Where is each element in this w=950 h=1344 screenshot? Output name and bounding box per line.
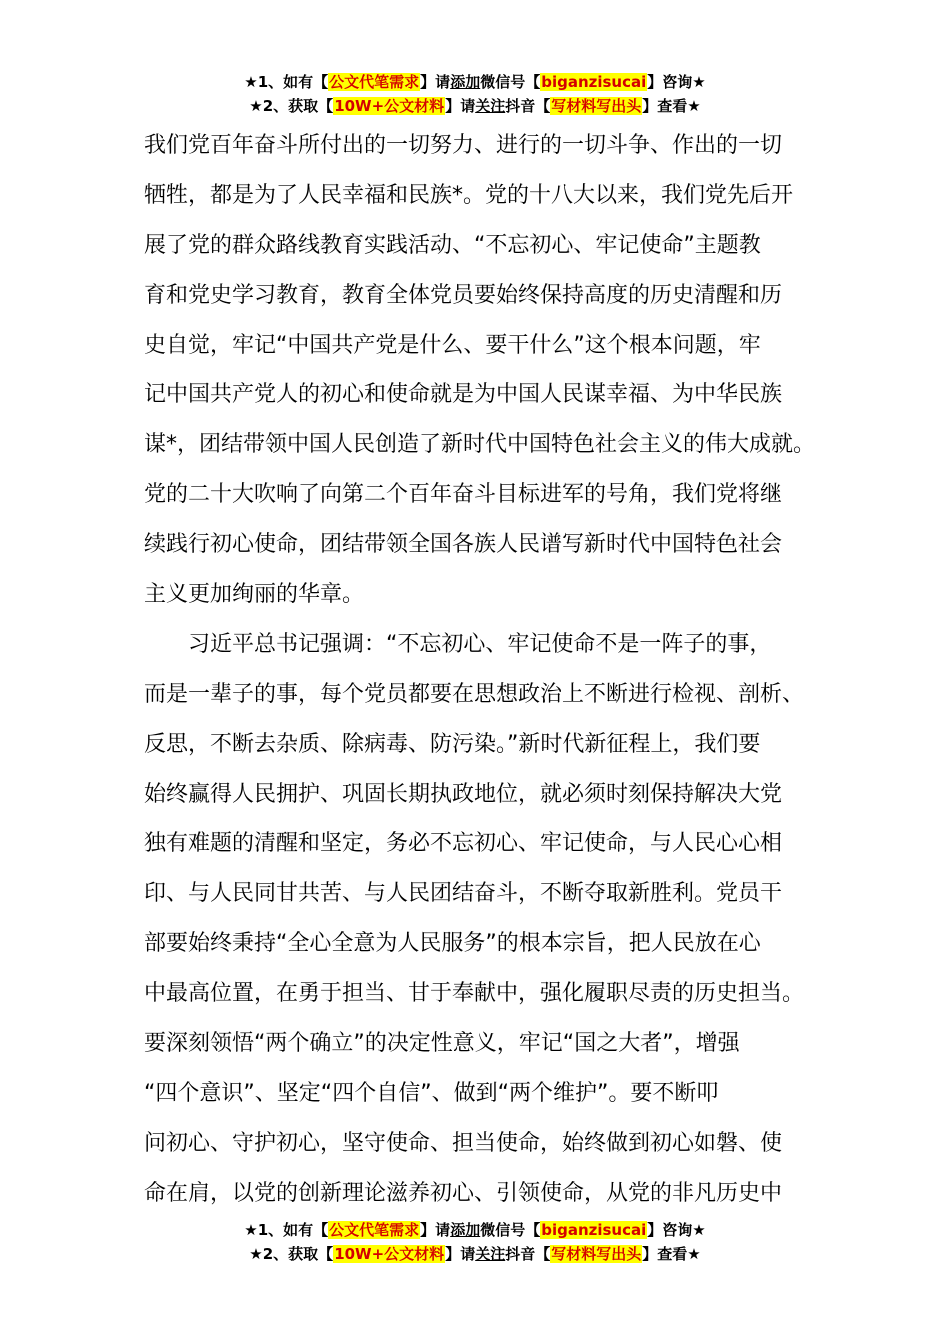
banner-text: 】咨询★ <box>647 73 706 91</box>
text-line: 印、与人民同甘共苦、与人民团结奋斗，不断夺取新胜利。党员干 <box>144 881 783 907</box>
text-line: 而是一辈子的事，每个党员都要在思想政治上不断进行检视、剖析、 <box>144 681 805 707</box>
banner-text: 微信号【 <box>480 73 541 91</box>
text-line: 续践行初心使命，团结带领全国各族人民谱写新时代中国特色社会 <box>144 532 783 558</box>
text-line: 党的二十大吹响了向第二个百年奋斗目标进军的号角，我们党将继 <box>144 482 783 508</box>
banner-text: 】请 <box>420 1221 451 1239</box>
banner-line-2 <box>0 94 950 118</box>
text-line: 命在肩，以党的创新理论滋养初心、引领使命，从党的非凡历史中 <box>144 1180 783 1206</box>
banner-text: 微信号【 <box>480 1221 541 1239</box>
highlight-materials: 10W+公文材料 <box>334 97 445 115</box>
text-line: 我们党百年奋斗所付出的一切努力、进行的一切斗争、作出的一切 <box>144 133 783 158</box>
highlight-douyin-account: 写材料写出头 <box>551 1245 642 1263</box>
text-line: 主义更加绚丽的华章。 <box>144 582 365 608</box>
banner-text: ★2、获取【 <box>249 97 334 115</box>
underlined-add: 添加 <box>450 73 481 91</box>
highlight-service: 公文代笔需求 <box>329 1221 420 1239</box>
highlight-wechat-id: biganzisucai <box>541 73 647 91</box>
text-line: 谋*，团结带领中国人民创造了新时代中国特色社会主义的伟大成就。 <box>144 432 816 458</box>
text-line: 独有难题的清醒和坚定，务必不忘初心、牢记使命，与人民心心相 <box>144 831 783 857</box>
banner-text: 抖音【 <box>505 1245 551 1263</box>
text-line: 记中国共产党人的初心和使命就是为中国人民谋幸福、为中华民族 <box>144 382 783 408</box>
highlight-service: 公文代笔需求 <box>329 73 420 91</box>
text-line: 中最高位置，在勇于担当、甘于奉献中，强化履职尽责的历史担当。 <box>144 981 805 1007</box>
underlined-add: 添加 <box>450 1221 481 1239</box>
banner-text: 】请 <box>420 73 451 91</box>
text-line: 展了党的群众路线教育实践活动、“不忘初心、牢记使命”主题教 <box>144 232 761 258</box>
footer-banner <box>0 1218 950 1266</box>
banner-text: 抖音【 <box>505 97 551 115</box>
highlight-wechat-id: biganzisucai <box>541 1221 647 1239</box>
banner-line-2 <box>0 1242 950 1266</box>
banner-text: 】请 <box>445 1245 476 1263</box>
banner-line-1 <box>0 70 950 94</box>
banner-text: 】请 <box>445 97 476 115</box>
banner-text: 】查看★ <box>642 1245 701 1263</box>
underlined-follow: 关注 <box>475 1245 506 1263</box>
banner-text: 】咨询★ <box>647 1221 706 1239</box>
text-line: “四个意识”、坚定“四个自信”、做到“两个维护”。要不断叩 <box>144 1080 719 1106</box>
banner-text: ★1、如有【 <box>244 1221 329 1239</box>
text-line: 始终赢得人民拥护、巩固长期执政地位，就必须时刻保持解决大党 <box>144 781 783 807</box>
text-line: 牺牲，都是为了人民幸福和民族*。党的十八大以来，我们党先后开 <box>144 182 794 208</box>
banner-text: ★2、获取【 <box>249 1245 334 1263</box>
document-body <box>144 121 824 1219</box>
banner-line-1 <box>0 1218 950 1242</box>
highlight-douyin-account: 写材料写出头 <box>551 97 642 115</box>
text-line: 要深刻领悟“两个确立”的决定性意义，牢记“国之大者”，增强 <box>144 1031 740 1057</box>
header-banner <box>0 70 950 118</box>
underlined-follow: 关注 <box>475 97 506 115</box>
text-line: 问初心、守护初心，坚守使命、担当使命，始终做到初心如磐、使 <box>144 1130 783 1156</box>
banner-text: 】查看★ <box>642 97 701 115</box>
highlight-materials: 10W+公文材料 <box>334 1245 445 1263</box>
text-line: 史自觉，牢记“中国共产党是什么、要干什么”这个根本问题，牢 <box>144 332 761 358</box>
text-line: 育和党史学习教育，教育全体党员要始终保持高度的历史清醒和历 <box>144 282 783 308</box>
text-line: 习近平总书记强调：“不忘初心、牢记使命不是一阵子的事， <box>144 631 772 657</box>
text-line: 反思，不断去杂质、除病毒、防污染。”新时代新征程上，我们要 <box>144 731 761 757</box>
banner-text: ★1、如有【 <box>244 73 329 91</box>
text-line: 部要始终秉持“全心全意为人民服务”的根本宗旨，把人民放在心 <box>144 931 761 957</box>
